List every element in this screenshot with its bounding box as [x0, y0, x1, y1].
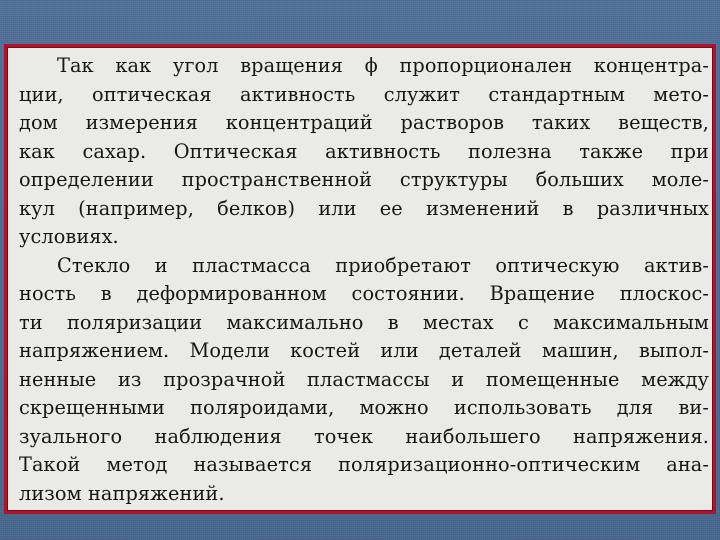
text-line: кул (например, белков) или ее изменений в различных — [19, 196, 709, 220]
text-line: ции, оптическая активность служит стандартным мето- — [19, 82, 709, 106]
text-line: Так как угол вращения ϕ пропорционален концентра- — [57, 54, 709, 77]
paragraph-2 — [19, 252, 709, 509]
text-line: Стекло и пластмасса приобретают оптическую актив- — [57, 253, 709, 277]
text-line: ненные из прозрачной пластмассы и помещенные между — [19, 367, 709, 391]
slide-frame — [4, 44, 716, 514]
paragraph-1 — [19, 52, 709, 252]
text-line: скрещенными поляроидами, можно использовать для ви- — [19, 396, 709, 419]
text-line: лизом напряжений. — [19, 481, 225, 505]
text-line: дом измерения концентраций растворов таких веществ, — [19, 111, 709, 134]
text-line: определении пространственной структуры больших моле- — [19, 168, 709, 191]
document-text — [19, 52, 709, 508]
text-line: условиях. — [19, 225, 119, 248]
text-line: ти поляризации максимально в местах с максимальным — [19, 310, 709, 334]
text-line: как сахар. Оптическая активность полезна также при — [19, 139, 709, 163]
text-line: напряжением. Модели костей или деталей машин, выпол- — [19, 339, 709, 362]
text-line: ность в деформированном состоянии. Вращение плоскос- — [19, 282, 709, 305]
text-line: Такой метод называется поляризационно-оптическим ана- — [19, 453, 709, 476]
text-line: зуального наблюдения точек наибольшего напряжения. — [19, 424, 709, 448]
